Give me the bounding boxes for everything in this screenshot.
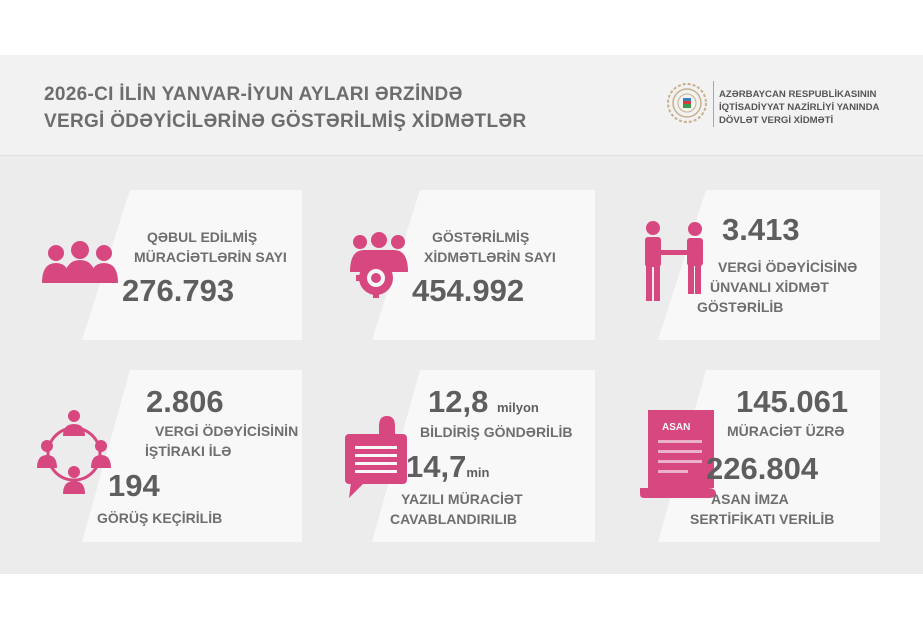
targeted-label-3: GÖSTƏRİLİB xyxy=(697,299,784,315)
asan-label-1: MÜRACİƏT ÜZRƏ xyxy=(727,423,845,439)
notifications-unit-2: min xyxy=(466,465,490,480)
notifications-label-2: YAZILI MÜRACİƏT xyxy=(401,491,523,507)
stats-panel xyxy=(0,156,923,574)
people-gear-icon xyxy=(348,232,410,300)
asan-certificates-value: 226.804 xyxy=(706,451,819,486)
notifications-value-2 xyxy=(406,450,489,490)
org-line-3: DÖVLƏT VERGİ XİDMƏTİ xyxy=(719,115,834,126)
targeted-label-1: VERGİ ÖDƏYİCİSİNƏ xyxy=(718,259,858,275)
certificate-doc-text: ASAN xyxy=(662,422,691,433)
targeted-value: 3.413 xyxy=(722,212,800,247)
asan-applications-value: 145.061 xyxy=(736,384,849,419)
notifications-label-1: BİLDİRİŞ GÖNDƏRİLİB xyxy=(420,424,573,440)
notifications-label-3: CAVABLANDIRILIB xyxy=(390,511,518,527)
notifications-value-2-number: 14,7 xyxy=(406,449,467,484)
title-line-1: 2026-CI İLİN YANVAR-İYUN AYLARI ƏRZİNDƏ xyxy=(44,84,463,105)
applications-label-2: MÜRACİƏTLƏRİN SAYI xyxy=(134,249,287,265)
header-divider xyxy=(713,81,714,127)
handshake-icon xyxy=(641,220,709,304)
header-banner xyxy=(0,55,923,156)
meetings-label-1: VERGİ ÖDƏYİCİSİNİN xyxy=(155,423,299,439)
page-title xyxy=(44,81,526,135)
meetings-participants-value: 2.806 xyxy=(146,384,224,419)
title-line-2: VERGİ ÖDƏYİCİLƏRİNƏ GÖSTƏRİLMİŞ XİDMƏTLƏR xyxy=(44,111,527,132)
notifications-unit-1: milyon xyxy=(496,400,539,415)
targeted-label-2: ÜNVANLI XİDMƏT xyxy=(710,279,829,295)
people-group-icon xyxy=(42,239,118,287)
asan-label-3: SERTİFİKATI VERİLİB xyxy=(690,511,835,527)
applications-label-1: QƏBUL EDİLMİŞ xyxy=(147,229,258,245)
emblem-logo-icon xyxy=(666,82,708,124)
meeting-icon xyxy=(37,410,111,498)
services-label-1: GÖSTƏRİLMİŞ xyxy=(432,229,530,245)
org-line-1: AZƏRBAYCAN RESPUBLİKASININ xyxy=(719,89,877,100)
meetings-label-3: GÖRÜŞ KEÇİRİLİB xyxy=(97,510,223,526)
meetings-count-value: 194 xyxy=(108,468,160,503)
services-label-2: XİDMƏTLƏRİN SAYI xyxy=(424,249,556,265)
org-line-2: İQTİSADİYYAT NAZİRLİYİ YANINDA xyxy=(719,102,880,113)
notifications-value-1 xyxy=(428,385,539,425)
asan-label-2: ASAN İMZA xyxy=(711,491,789,507)
organization-name xyxy=(719,88,879,127)
notifications-value-1-number: 12,8 xyxy=(428,384,489,419)
services-value: 454.992 xyxy=(412,273,525,308)
message-bell-icon xyxy=(343,414,409,500)
meetings-label-2: İŞTİRAKI İLƏ xyxy=(145,443,232,459)
applications-value: 276.793 xyxy=(122,273,235,308)
